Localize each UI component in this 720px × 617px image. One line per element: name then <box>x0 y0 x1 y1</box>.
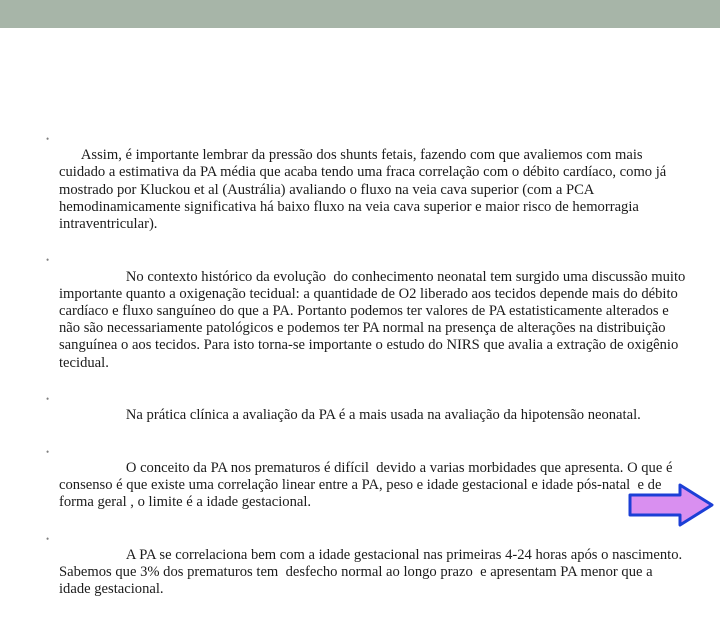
bullet-icon: • <box>46 134 50 144</box>
bullet-item <box>46 530 686 616</box>
bullet-icon: • <box>46 255 50 266</box>
next-slide-button[interactable] <box>628 483 714 527</box>
bullet-text: Na prática clínica a avaliação da PA é a mais usada na avaliação da hipotensão neonatal. <box>125 407 641 424</box>
bullet-item <box>46 251 689 389</box>
bullet-list <box>46 130 689 616</box>
bullet-text: No contexto histórico da evolução do conhecimento neonatal tem surgido uma discussão muito importante quanto a oxigenação tecidual: a quantidade de O2 liberado aos tecidos depende mais do débito cardíaco e fluxo sanguíneo do que a PA. Portanto podemos ter valores de PA estatisticamente alterados e não são necessariamente patológicos e podemos ter PA normal na presença de alterações na distribuição sanguínea o aos tecidos. Para isto torna-se importante o estudo do NIRS que avalia a extração de oxigênio tecidual. <box>59 268 689 371</box>
bullet-item <box>46 130 686 250</box>
bullet-item <box>46 390 686 442</box>
bullet-text: O conceito da PA nos prematuros é difícil devido a varias morbidades que apresenta. O que é consenso é que existe uma correlação linear entre a PA, peso e idade gestacional e idade pós-natal e de forma geral , o limite é a idade gestacional. <box>59 459 677 511</box>
slide-content <box>46 130 689 617</box>
top-bar <box>0 0 720 28</box>
bullet-icon: • <box>46 533 50 544</box>
bullet-icon: • <box>46 394 50 405</box>
bullet-text: Assim, é importante lembrar da pressão dos shunts fetais, fazendo com que avaliemos com mais cuidado a estimativa da PA média que acaba tendo uma fraca correlação com o débito cardíaco, como já mostrado por Kluckou et al (Austrália) avaliando o fluxo na veia cava superior (com a PCA hemodinamicamente significativa há baixo fluxo na veia cava superior e maior risco de hemorragia intraventricular). <box>59 147 670 233</box>
bullet-icon: • <box>46 446 50 457</box>
bullet-item <box>46 443 686 529</box>
bullet-text: A PA se correlaciona bem com a idade gestacional nas primeiras 4-24 horas após o nascimento. Sabemos que 3% dos prematuros tem desfecho normal ao longo prazo e apresentam PA menor que a idade gestacional. <box>59 546 686 598</box>
arrow-right-icon <box>628 483 714 527</box>
